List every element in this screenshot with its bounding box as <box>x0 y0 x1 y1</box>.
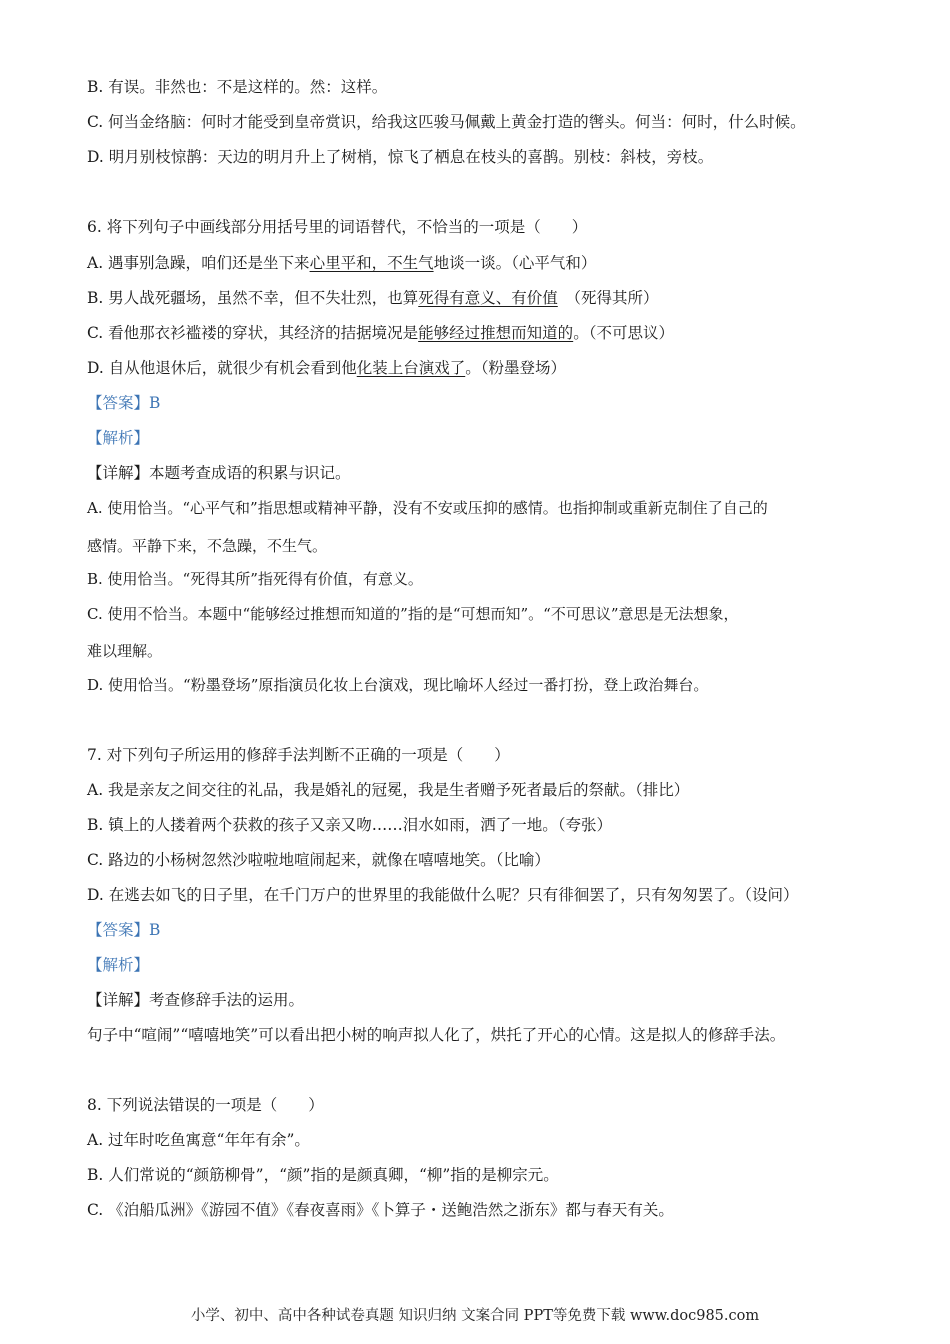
q5-option-b: B. 有误。非然也：不是这样的。然：这样。 <box>87 78 388 96</box>
q6-option-b <box>87 287 659 309</box>
q7-analysis-label: 【解析】 <box>87 956 150 974</box>
q6-option-a-underlined: 心里平和，不生气 <box>309 254 434 272</box>
q6-option-b-underlined: 死得有意义、有价值 <box>418 289 558 307</box>
q5-option-d: D. 明月别枝惊鹊：天边的明月升上了树梢，惊飞了栖息在枝头的喜鹊。别枝：斜枝，旁枝。 <box>87 148 714 166</box>
q7-answer: 【答案】B <box>87 921 161 939</box>
q8-option-a: A. 过年时吃鱼寓意“年年有余”。 <box>87 1131 310 1149</box>
q6-detail: 【详解】本题考查成语的积累与识记。 <box>87 464 351 482</box>
q6-stem: 6. 将下列句子中画线部分用括号里的词语替代，不恰当的一项是（ ） <box>87 218 588 236</box>
q6-option-d-post: 。（粉墨登场） <box>465 359 567 377</box>
q6-explanation-b: B. 使用恰当。“死得其所”指死得有价值，有意义。 <box>87 570 423 588</box>
q6-option-d-pre: D. 自从他退休后，就很少有机会看到他 <box>87 359 357 377</box>
q5-option-c: C. 何当金络脑：何时才能受到皇帝赏识，给我这匹骏马佩戴上黄金打造的辔头。何当：何时，什么时候。 <box>87 113 806 131</box>
q6-answer: 【答案】B <box>87 394 161 412</box>
q7-detail: 【详解】考查修辞手法的运用。 <box>87 991 305 1009</box>
q6-option-a-pre: A. 遇事别急躁，咱们还是坐下来 <box>87 254 310 272</box>
q6-option-b-pre: B. 男人战死疆场，虽然不幸，但不失壮烈，也算 <box>87 289 419 307</box>
q7-option-c: C. 路边的小杨树忽然沙啦啦地喧闹起来，就像在嘻嘻地笑。（比喻） <box>87 851 550 869</box>
q6-option-c <box>87 322 674 344</box>
page-footer: 小学、初中、高中各种试卷真题 知识归纳 文案合同 PPT等免费下载 www.doc985.com <box>190 1308 760 1324</box>
q6-explanation-c-line1: C. 使用不恰当。本题中“能够经过推想而知道的”指的是“可想而知”。“不可思议”意思是无法想象， <box>87 605 739 623</box>
q7-option-b: B. 镇上的人搂着两个获救的孩子又亲又吻……泪水如雨，洒了一地。（夸张） <box>87 816 612 834</box>
q6-explanation-a-line2: 感情。平静下来，不急躁，不生气。 <box>87 537 328 555</box>
q6-option-a <box>87 252 596 274</box>
q6-option-c-post: 。（不可思议） <box>573 324 674 342</box>
q7-explanation: 句子中“喧闹”“嘻嘻地笑”可以看出把小树的响声拟人化了，烘托了开心的心情。这是拟人的修辞手法。 <box>87 1026 786 1044</box>
q7-option-a: A. 我是亲友之间交往的礼品，我是婚礼的冠冕，我是生者赠予死者最后的祭献。（排比） <box>87 781 690 799</box>
q8-option-c: C. 《泊船瓜洲》《游园不值》《春夜喜雨》《卜算子・送鲍浩然之浙东》都与春天有关。 <box>87 1201 674 1219</box>
q6-explanation-d: D. 使用恰当。“粉墨登场”原指演员化妆上台演戏，现比喻坏人经过一番打扮，登上政治舞台。 <box>87 676 709 694</box>
q6-analysis-label: 【解析】 <box>87 429 150 447</box>
q7-option-d: D. 在逃去如飞的日子里，在千门万户的世界里的我能做什么呢？只有徘徊罢了，只有匆匆罢了。（设问） <box>87 886 799 904</box>
q6-option-c-pre: C. 看他那衣衫褴褛的穿状，其经济的拮据境况是 <box>87 324 419 342</box>
q7-stem: 7. 对下列句子所运用的修辞手法判断不正确的一项是（ ） <box>87 746 510 764</box>
q8-stem: 8. 下列说法错误的一项是（ ） <box>87 1096 324 1114</box>
q6-explanation-c-line2: 难以理解。 <box>87 642 163 660</box>
q6-option-c-underlined: 能够经过推想而知道的 <box>418 324 574 342</box>
q6-option-b-post: （死得其所） <box>557 289 659 307</box>
q8-option-b: B. 人们常说的“颜筋柳骨”，“颜”指的是颜真卿，“柳”指的是柳宗元。 <box>87 1166 559 1184</box>
q6-option-d-underlined: 化装上台演戏了 <box>356 359 466 377</box>
q6-option-d <box>87 357 566 379</box>
q6-explanation-a-line1: A. 使用恰当。“心平气和”指思想或精神平静，没有不安或压抑的感情。也指抑制或重新克制住了自己的 <box>87 499 768 517</box>
q6-option-a-post: 地谈一谈。（心平气和） <box>433 254 597 272</box>
